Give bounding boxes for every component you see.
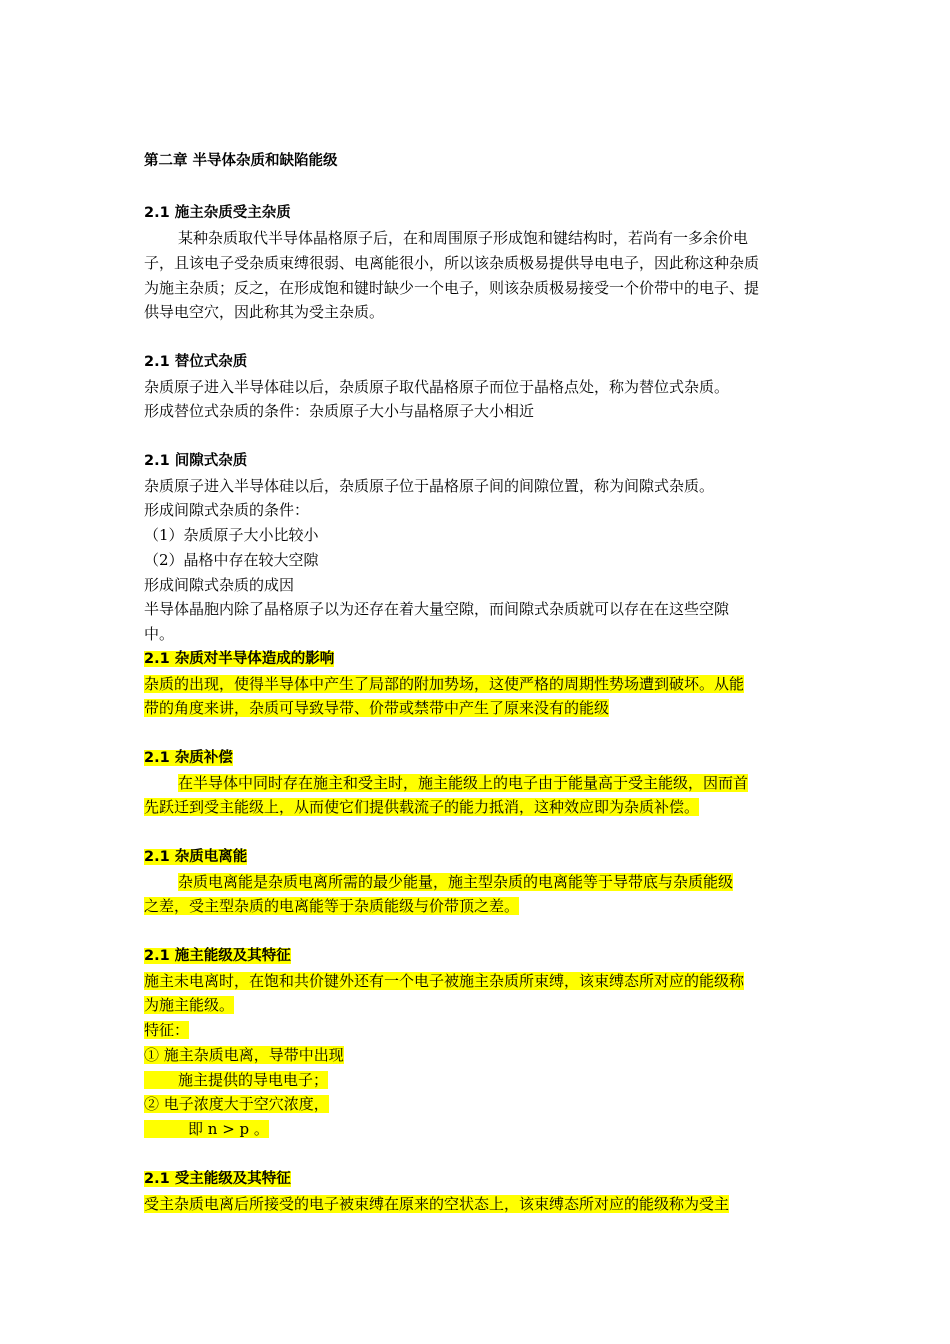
paragraph-line: 在半导体中同时存在施主和受主时，施主能级上的电子由于能量高于受主能级，因而首 xyxy=(178,774,749,792)
paragraph-line: 形成间隙式杂质的条件： xyxy=(144,501,310,519)
paragraph-line: 为施主能级。 xyxy=(144,996,235,1014)
paragraph-line: 杂质原子进入半导体硅以后，杂质原子取代晶格原子而位于晶格点处，称为替位式杂质。 xyxy=(144,378,730,396)
list-item: 即 n > p 。 xyxy=(144,1119,269,1139)
list-item: ② 电子浓度大于空穴浓度， xyxy=(144,1095,329,1113)
paragraph-line: 特征： xyxy=(144,1021,190,1039)
paragraph-line: 为施主杂质；反之，在形成饱和键时缺少一个电子，则该杂质极易接受一个价带中的电子、提 xyxy=(144,279,760,297)
list-item: ① 施主杂质电离，导带中出现 xyxy=(144,1046,344,1064)
section-heading-ionization-energy: 2.1 杂质电离能 xyxy=(144,849,248,865)
paragraph-line: 子，且该电子受杂质束缚很弱、电离能很小，所以该杂质极易提供导电电子，因此称这种杂质 xyxy=(144,254,760,272)
list-item: 施主提供的导电电子； xyxy=(144,1070,328,1090)
paragraph-line: 形成替位式杂质的条件：杂质原子大小与晶格原子大小相近 xyxy=(144,402,535,420)
paragraph-line: 施主未电离时，在饱和共价键外还有一个电子被施主杂质所束缚，该束缚态所对应的能级称 xyxy=(144,972,745,990)
paragraph-line: 杂质电离能是杂质电离所需的最少能量，施主型杂质的电离能等于导带底与杂质能级 xyxy=(178,873,734,891)
section-heading-substitutional: 2.1 替位式杂质 xyxy=(144,354,248,370)
section-heading-interstitial: 2.1 间隙式杂质 xyxy=(144,453,248,469)
section-heading-donor-acceptor: 2.1 施主杂质受主杂质 xyxy=(144,205,291,221)
paragraph-line: 受主杂质电离后所接受的电子被束缚在原来的空状态上，该束缚态所对应的能级称为受主 xyxy=(144,1195,730,1213)
paragraph-line: 中。 xyxy=(144,625,175,643)
section-heading-impurity-effect: 2.1 杂质对半导体造成的影响 xyxy=(144,651,335,667)
paragraph-line: 形成间隙式杂质的成因 xyxy=(144,576,295,594)
paragraph-line: 某种杂质取代半导体晶格原子后，在和周围原子形成饱和键结构时，若尚有一多余价电 xyxy=(178,229,749,247)
paragraph-line: 供导电空穴，因此称其为受主杂质。 xyxy=(144,303,385,321)
paragraph-line: 杂质的出现，使得半导体中产生了局部的附加势场，这使严格的周期性势场遭到破坏。从能 xyxy=(144,675,745,693)
paragraph-line: 杂质原子进入半导体硅以后，杂质原子位于晶格原子间的间隙位置，称为间隙式杂质。 xyxy=(144,477,715,495)
paragraph-line: 先跃迁到受主能级上，从而使它们提供载流子的能力抵消，这种效应即为杂质补偿。 xyxy=(144,798,700,816)
paragraph-line: 之差，受主型杂质的电离能等于杂质能级与价带顶之差。 xyxy=(144,897,520,915)
list-item: （2）晶格中存在较大空隙 xyxy=(144,551,319,569)
paragraph-line: 半导体晶胞内除了晶格原子以为还存在着大量空隙，而间隙式杂质就可以存在在这些空隙 xyxy=(144,600,730,618)
paragraph-line: 带的角度来讲，杂质可导致导带、价带或禁带中产生了原来没有的能级 xyxy=(144,699,610,717)
section-heading-acceptor-level: 2.1 受主能级及其特征 xyxy=(144,1171,291,1187)
section-heading-donor-level: 2.1 施主能级及其特征 xyxy=(144,948,291,964)
chapter-title: 第二章 半导体杂质和缺陷能级 xyxy=(144,153,338,169)
section-heading-compensation: 2.1 杂质补偿 xyxy=(144,750,233,766)
list-item: （1）杂质原子大小比较小 xyxy=(144,526,319,544)
